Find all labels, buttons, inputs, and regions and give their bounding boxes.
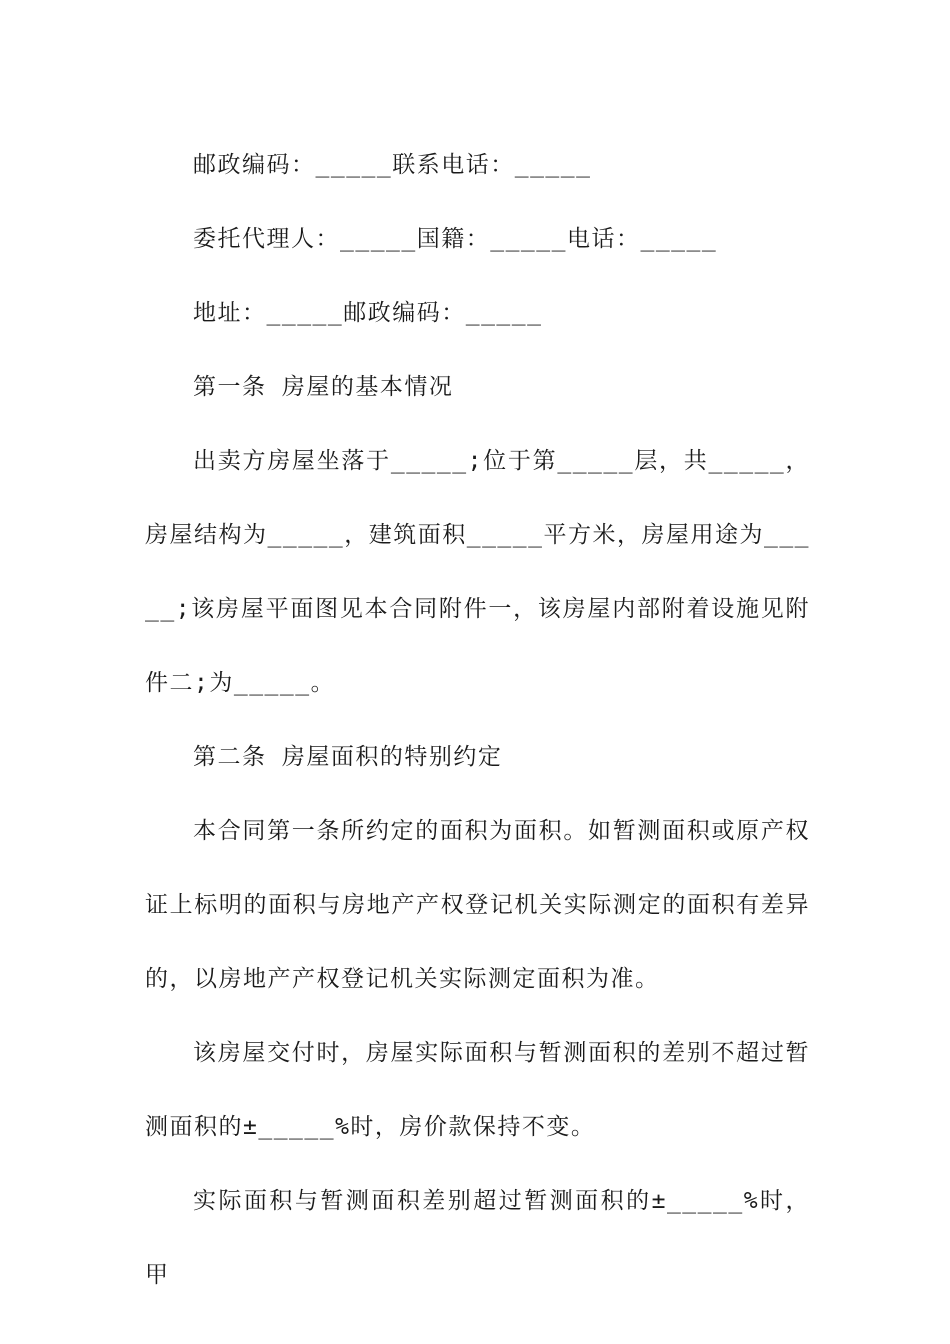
paragraph-postal-phone: 邮政编码：_____联系电话：_____ — [193, 152, 592, 178]
article-2-heading: 第二条 房屋面积的特别约定 — [193, 744, 503, 770]
paragraph-agent-info: 委托代理人：_____国籍：_____电话：_____ — [193, 226, 718, 252]
document-body — [145, 128, 810, 1312]
article-1-heading: 第一条 房屋的基本情况 — [193, 374, 454, 400]
paragraph-address: 地址：_____邮政编码：_____ — [193, 300, 543, 326]
article-1-body: 出卖方房屋坐落于_____;位于第_____层，共_____，房屋结构为_____，建筑面积_____平方米，房屋用途为_____;该房屋平面图见本合同附件一，该房屋内部附着设施见附件二;为_____。 — [145, 448, 811, 696]
article-2-body-1: 本合同第一条所约定的面积为面积。如暂测面积或原产权证上标明的面积与房地产产权登记机关实际测定的面积有差异的，以房地产产权登记机关实际测定面积为准。 — [145, 818, 810, 992]
article-2-body-3: 实际面积与暂测面积差别超过暂测面积的±_____%时，甲 — [145, 1188, 810, 1288]
article-2-body-2: 该房屋交付时，房屋实际面积与暂测面积的差别不超过暂测面积的±_____%时，房价款保持不变。 — [145, 1040, 810, 1140]
